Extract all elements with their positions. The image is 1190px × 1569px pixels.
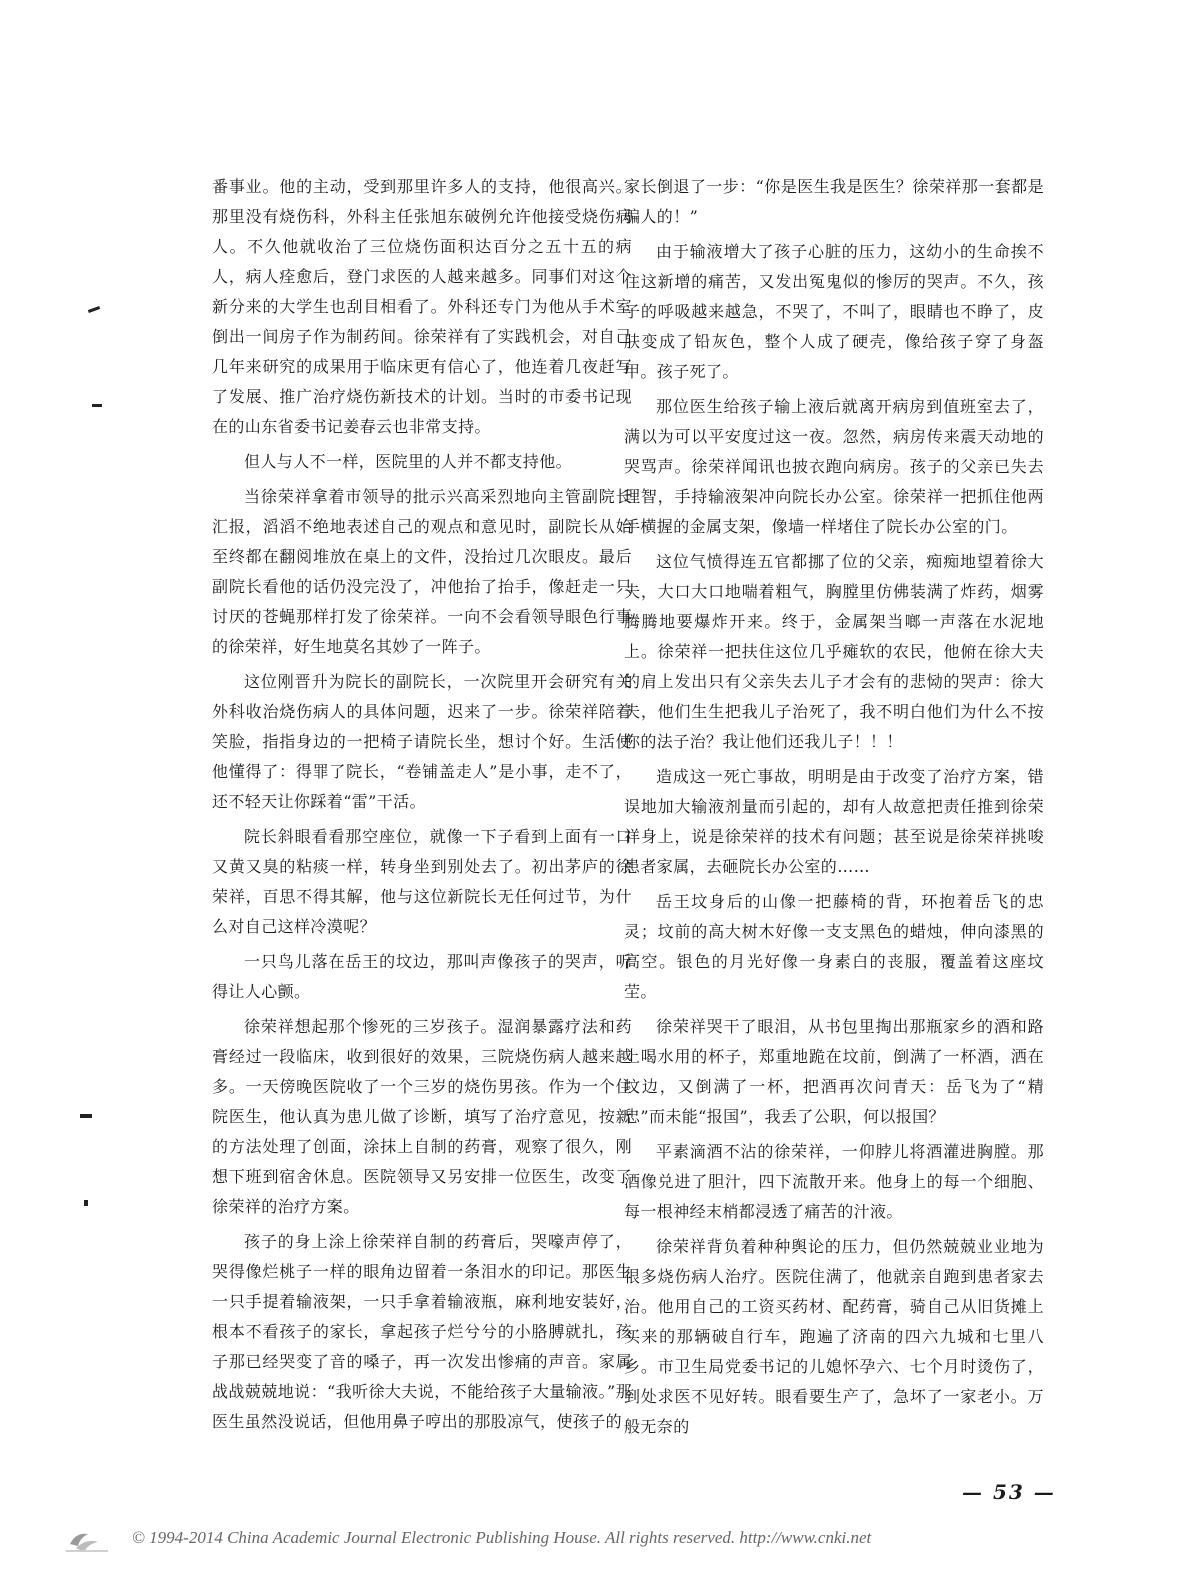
scan-speck xyxy=(84,1200,88,1206)
cnki-logo-icon xyxy=(62,1526,112,1556)
paragraph: 一只鸟儿落在岳王的坟边，那叫声像孩子的哭声，听得让人心颤。 xyxy=(212,952,632,1001)
paragraph: 那位医生给孩子输上液后就离开病房到值班室去了，满以为可以平安度过这一夜。忽然，病房传来震天动地的哭骂声。徐荣祥闻讯也披衣跑向病房。孩子的父亲已失去理智，手持输液架冲向院长办公室。徐荣祥一把抓住他两手横握的金属支架，像墙一样堵住了院长办公室的门。 xyxy=(624,397,1044,536)
scan-speck xyxy=(92,404,102,407)
paragraph: 这位气愤得连五官都挪了位的父亲，痴痴地望着徐大夫，大口大口地喘着粗气，胸膛里仿佛装满了炸药，烟雾腾腾地要爆炸开来。终于，金属架当啷一声落在水泥地上。徐荣祥一把扶住这位几乎瘫软的农民，他俯在徐大夫的肩上发出只有父亲失去儿子才会有的悲恸的哭声：徐大夫，他们生生把我儿子治死了，我不明白他们为什么不按你的法子治？我让他们还我儿子！！！ xyxy=(624,552,1044,751)
paragraph: 番事业。他的主动，受到那里许多人的支持，他很高兴。那里没有烧伤科，外科主任张旭东破例允许他接受烧伤病人。不久他就收治了三位烧伤面积达百分之五十五的病人，病人痊愈后，登门求医的人越来越多。同事们对这个新分来的大学生也刮目相看了。外科还专门为他从手术室倒出一间房子作为制药间。徐荣祥有了实践机会，对自己几年来研究的成果用于临床更有信心了，他连着几夜赶写了发展、推广治疗烧伤新技术的计划。当时的市委书记现在的山东省委书记姜春云也非常支持。 xyxy=(212,177,632,436)
paragraph: 由于输液增大了孩子心脏的压力，这幼小的生命挨不住这新增的痛苦，又发出冤鬼似的惨厉的哭声。不久，孩子的呼吸越来越急，不哭了，不叫了，眼睛也不睁了，皮肤变成了铅灰色，整个人成了硬壳，像给孩子穿了身盔甲。孩子死了。 xyxy=(624,242,1044,381)
paragraph: 徐荣祥背负着种种舆论的压力，但仍然兢兢业业地为很多烧伤病人治疗。医院住满了，他就亲自跑到患者家去治。他用自己的工资买药材、配药膏，骑自己从旧货摊上买来的那辆破自行车，跑遍了济南的四六九城和七里八乡。市卫生局党委书记的儿媳怀孕六、七个月时烫伤了，到处求医不见好转。眼看要生产了，急坏了一家老小。万般无奈的 xyxy=(624,1237,1044,1436)
paragraph: 家长倒退了一步：“你是医生我是医生？徐荣祥那一套都是骗人的！” xyxy=(624,177,1044,226)
paragraph: 徐荣祥想起那个惨死的三岁孩子。湿润暴露疗法和药膏经过一段临床，收到很好的效果，三院烧伤病人越来越多。一天傍晚医院收了一个三岁的烧伤男孩。作为一个住院医生，他认真为患儿做了诊断，填写了治疗意见，按新的方法处理了创面，涂抹上自制的药膏，观察了很久，刚想下班到宿舍休息。医院领导又另安排一位医生，改变了徐荣祥的治疗方案。 xyxy=(212,1017,632,1216)
paragraph: 徐荣祥哭干了眼泪，从书包里掏出那瓶家乡的酒和路上喝水用的杯子，郑重地跪在坟前，倒满了一杯酒，洒在坟边，又倒满了一杯，把酒再次问青天：岳飞为了“精忠”而未能“报国”，我丢了公职，何以报国？ xyxy=(624,1017,1044,1126)
paragraph: 平素滴酒不沾的徐荣祥，一仰脖儿将酒灌进胸膛。那酒像兑进了胆汁，四下流散开来。他身上的每一个细胞、每一根神经末梢都浸透了痛苦的汁液。 xyxy=(624,1142,1044,1221)
paragraph: 当徐荣祥拿着市领导的批示兴高采烈地向主管副院长汇报，滔滔不绝地表述自己的观点和意见时，副院长从始至终都在翻阅堆放在桌上的文件，没抬过几次眼皮。最后副院长看他的话仍没完没了，冲他抬了抬手，像赶走一只讨厌的苍蝇那样打发了徐荣祥。一向不会看领导眼色行事的徐荣祥，好生地莫名其妙了一阵子。 xyxy=(212,487,632,656)
copyright-notice: © 1994-2014 China Academic Journal Electronic Publishing House. All rights reserved. http://www.cnki.net xyxy=(132,1528,872,1547)
left-column xyxy=(212,172,632,1442)
right-column xyxy=(624,172,1044,1447)
paragraph: 但人与人不一样，医院里的人并不都支持他。 xyxy=(244,452,573,471)
paragraph: 这位刚晋升为院长的副院长，一次院里开会研究有关外科收治烧伤病人的具体问题，迟来了一步。徐荣祥陪着笑脸，指指身边的一把椅子请院长坐，想讨个好。生活使他懂得了：得罪了院长，“卷铺盖走人”是小事，走不了，还不轻天让你踩着“雷”干活。 xyxy=(212,672,632,811)
paragraph: 孩子的身上涂上徐荣祥自制的药膏后，哭嚎声停了，哭得像烂桃子一样的眼角边留着一条泪水的印记。那医生一只手提着输液架，一只手拿着输液瓶，麻利地安装好，根本不看孩子的家长，拿起孩子烂兮兮的小胳膊就扎，孩子那已经哭变了音的嗓子，再一次发出惨痛的声音。家属战战兢兢地说：“我听徐大夫说，不能给孩子大量输液。”那医生虽然没说话，但他用鼻子哼出的那股凉气，使孩子的 xyxy=(212,1232,632,1431)
scan-speck xyxy=(80,1114,92,1118)
paragraph: 岳王坟身后的山像一把藤椅的背，环抱着岳飞的忠灵；坟前的高大树木好像一支支黑色的蜡烛，伸向漆黑的高空。银色的月光好像一身素白的丧服，覆盖着这座坟茔。 xyxy=(624,892,1044,1001)
footer xyxy=(0,1524,1190,1560)
paragraph: 造成这一死亡事故，明明是由于改变了治疗方案，错误地加大输液剂量而引起的，却有人故意把责任推到徐荣祥身上，说是徐荣祥的技术有问题；甚至说是徐荣祥挑唆患者家属，去砸院长办公室的…… xyxy=(624,767,1044,876)
scan-speck xyxy=(88,306,100,313)
paragraph: 院长斜眼看看那空座位，就像一下子看到上面有一口又黄又臭的粘痰一样，转身坐到别处去了。初出茅庐的徐荣祥，百思不得其解，他与这位新院长无任何过节，为什么对自己这样冷漠呢？ xyxy=(212,827,632,936)
page-number: — 53 — xyxy=(962,1480,1056,1504)
